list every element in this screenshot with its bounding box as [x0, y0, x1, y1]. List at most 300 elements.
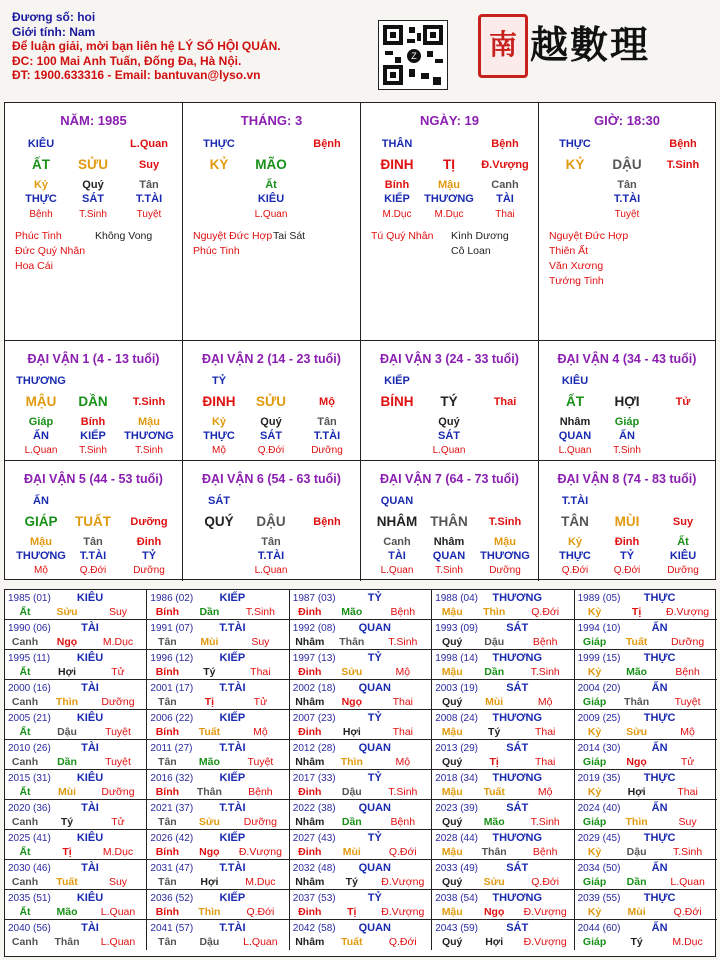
year-chi: Dậu [626, 846, 647, 858]
year-label: 2010 (26) [8, 743, 51, 754]
year-stage: Thai [250, 666, 271, 678]
year-cell[interactable] [147, 920, 289, 950]
qr-module [407, 39, 415, 43]
year-cell[interactable] [575, 770, 717, 800]
year-can: Kỷ [587, 786, 602, 798]
year-cell[interactable] [5, 920, 147, 950]
year-cell[interactable] [290, 890, 432, 920]
year-cell[interactable] [432, 620, 574, 650]
life-stage: L.Quan [24, 445, 58, 456]
year-chi: Ngọ [199, 846, 220, 858]
year-can: Bính [155, 726, 180, 738]
year-label: 2015 (31) [8, 773, 51, 784]
year-can: Canh [11, 876, 39, 888]
year-cell[interactable] [5, 770, 147, 800]
year-can: Giáp [582, 876, 607, 888]
year-label: 2006 (22) [150, 713, 194, 724]
year-god: SÁT [506, 802, 529, 814]
life-stage: Dưỡng [133, 565, 165, 576]
year-chi: Mùi [57, 786, 77, 798]
year-cell[interactable] [147, 890, 289, 920]
hidden-stem: Giáp [614, 416, 640, 428]
header-line: ĐC: 100 Mai Anh Tuấn, Đống Đa, Hà Nội. [12, 53, 242, 68]
year-stage: Q.Đới [531, 606, 560, 618]
year-god: KIÊU [76, 832, 104, 844]
qr-module [409, 27, 415, 33]
life-stage: Dưỡng [489, 565, 521, 576]
year-can: Ất [19, 846, 31, 858]
year-cell[interactable] [575, 890, 717, 920]
ten-god: ẤN [619, 430, 635, 442]
hidden-stem: Bính [384, 179, 410, 191]
life-stage: T.Sinh [79, 445, 107, 456]
dai-van-title: ĐẠI VẬN 1 (4 - 13 tuổi) [27, 352, 160, 366]
pillar-cell [5, 103, 183, 341]
dai-van-chi: DẬU [256, 514, 286, 529]
year-stage: Dưỡng [101, 786, 135, 798]
year-stage: Bệnh [532, 846, 558, 858]
year-label: 2034 (50) [577, 863, 621, 874]
year-cell[interactable] [147, 830, 289, 860]
year-chi: Dần [199, 606, 220, 618]
year-stage: Tuyệt [105, 756, 131, 768]
year-chi: Mão [198, 756, 220, 768]
year-can: Nhâm [295, 756, 325, 768]
hidden-stem: Mậu [494, 536, 516, 548]
star-right: Kình Dương [451, 230, 509, 242]
ten-god: THƯƠNG [480, 550, 530, 562]
life-stage: Q.Đới [613, 565, 641, 576]
year-god: TÀI [81, 682, 99, 694]
year-cell[interactable] [432, 800, 574, 830]
year-god: QUAN [358, 622, 391, 634]
dai-van-cell [539, 341, 715, 461]
year-cell[interactable] [575, 620, 717, 650]
year-can: Đinh [298, 606, 322, 618]
year-can: Nhâm [295, 936, 325, 948]
year-can: Nhâm [295, 636, 325, 648]
year-chi: Dậu [199, 936, 220, 948]
year-chi: Tị [347, 906, 357, 918]
life-stage: Tuyệt [614, 209, 640, 220]
dai-van-can: ẤT [566, 394, 584, 409]
year-stage: Bệnh [675, 666, 700, 678]
life-stage: Tuyệt [136, 209, 162, 220]
year-label: 1992 (08) [292, 623, 336, 634]
year-cell[interactable] [575, 740, 717, 770]
year-cell[interactable] [147, 800, 289, 830]
year-god: KIẾP [219, 892, 246, 904]
pillar-cell [183, 103, 361, 341]
year-label: 1993 (09) [435, 623, 478, 634]
year-can: Mậu [441, 606, 463, 618]
year-cell[interactable] [147, 620, 289, 650]
year-stage: Thai [677, 786, 698, 798]
dai-van-chi: MÙI [614, 514, 640, 529]
year-can: Canh [11, 696, 39, 708]
star-left: Văn Xương [549, 260, 604, 272]
year-label: 2011 (27) [150, 743, 193, 754]
year-label: 2027 (43) [292, 833, 336, 844]
year-chi: Sửu [483, 876, 505, 888]
year-stage: L.Quan [670, 876, 705, 888]
year-cell[interactable] [432, 860, 574, 890]
year-can: Bính [155, 606, 180, 618]
hidden-stem: Tân [317, 416, 337, 428]
year-god: QUAN [358, 742, 391, 754]
year-god: QUAN [358, 922, 391, 934]
qr-module [433, 77, 441, 85]
year-cell[interactable] [147, 710, 289, 740]
qr-code[interactable] [378, 20, 448, 90]
year-stage: Tử [111, 816, 125, 828]
year-god: QUAN [358, 682, 391, 694]
year-label: 2007 (23) [292, 713, 336, 724]
year-god: T.TÀI [219, 802, 246, 814]
ten-god: SÁT [82, 193, 104, 205]
year-god: ẤN [651, 622, 668, 634]
qr-module [417, 33, 421, 41]
year-god: TÀI [81, 862, 99, 874]
pillar-title: GIỜ: 18:30 [593, 113, 660, 128]
hidden-stem: Đinh [614, 536, 640, 548]
qr-module [427, 51, 433, 57]
year-god: TỶ [367, 892, 382, 904]
year-can: Tân [158, 816, 177, 828]
dai-van-cell [183, 341, 361, 461]
year-can: Quý [441, 756, 463, 768]
year-chi: Hợi [342, 726, 361, 738]
year-cell[interactable] [432, 680, 574, 710]
year-chi: Hợi [627, 786, 646, 798]
dai-van-chi: SỬU [256, 394, 286, 409]
dai-van-side: Tử [675, 396, 691, 408]
year-god: SÁT [506, 622, 529, 634]
life-stage: T.Sinh [79, 209, 107, 220]
year-label: 1997 (13) [292, 653, 336, 664]
year-cell[interactable] [290, 830, 432, 860]
year-god: TÀI [81, 742, 99, 754]
year-god: KIẾP [219, 592, 246, 604]
year-label: 2033 (49) [435, 863, 478, 874]
year-stage: Q.Đới [246, 906, 275, 918]
year-god: ẤN [651, 862, 668, 874]
year-god: KIÊU [76, 592, 104, 604]
star-left: Đức Quý Nhân [15, 245, 86, 257]
year-can: Ất [19, 726, 31, 738]
year-label: 2017 (33) [292, 773, 336, 784]
year-cell[interactable] [5, 830, 147, 860]
brand-calligraphy: 越數理 [530, 22, 651, 67]
year-label: 1996 (12) [150, 653, 194, 664]
year-cell[interactable] [575, 920, 717, 950]
year-cell[interactable] [432, 590, 574, 620]
year-stage: T.Sinh [530, 666, 560, 678]
year-god: TÀI [81, 922, 99, 934]
life-stage: M.Dục [434, 209, 464, 220]
year-stage: Q.Đới [388, 936, 417, 948]
qr-module [385, 51, 393, 55]
year-god: TỶ [367, 712, 382, 724]
hidden-stem: Đinh [136, 536, 162, 548]
year-chi: Thìn [340, 756, 363, 768]
year-label: 2009 (25) [577, 713, 621, 724]
dai-van-title: ĐẠI VẬN 6 (54 - 63 tuổi) [202, 472, 341, 486]
year-cell[interactable] [432, 650, 574, 680]
year-label: 2014 (30) [577, 743, 621, 754]
year-stage: T.Sinh [388, 636, 418, 648]
dai-van-chi: TUẤT [75, 514, 111, 529]
year-god: ẤN [651, 922, 668, 934]
year-chi: Ngọ [483, 906, 505, 918]
year-god: THỰC [643, 832, 676, 844]
qr-module [409, 69, 415, 77]
year-cell[interactable] [575, 650, 717, 680]
year-cell[interactable] [432, 830, 574, 860]
year-can: Bính [155, 846, 180, 858]
year-god: SÁT [506, 922, 529, 934]
year-cell[interactable] [575, 830, 717, 860]
pillar-chi-side: T.Sinh [666, 159, 700, 171]
qr-finder [383, 65, 403, 85]
year-stage: Suy [108, 876, 128, 888]
year-god: TỶ [367, 772, 382, 784]
year-chi: Dậu [341, 786, 362, 798]
year-stage: Tử [111, 666, 125, 678]
year-god: THỰC [643, 652, 676, 664]
year-stage: Suy [251, 636, 270, 648]
dai-van-can: TÂN [561, 514, 589, 529]
star-right: Tai Sát [273, 230, 306, 242]
year-cell[interactable] [575, 800, 717, 830]
year-cell[interactable] [5, 890, 147, 920]
year-god: TÀI [81, 802, 99, 814]
year-cell[interactable] [290, 920, 432, 950]
year-cell[interactable] [290, 650, 432, 680]
year-stage: Mộ [395, 756, 411, 768]
year-cell[interactable] [147, 740, 289, 770]
year-cell[interactable] [575, 710, 717, 740]
year-cell[interactable] [5, 710, 147, 740]
year-stage: Thai [392, 696, 414, 708]
dai-van-cell [361, 461, 539, 581]
dai-van-top: KIẾP [384, 375, 410, 387]
pillar-cell [539, 103, 715, 341]
year-label: 2044 (60) [577, 923, 621, 934]
year-cell[interactable] [575, 590, 717, 620]
year-stage: Tuyệt [247, 756, 274, 768]
year-chi: Thân [54, 936, 80, 948]
life-stage: Q.Đới [561, 565, 589, 576]
qr-module [421, 73, 429, 79]
year-god: KIẾP [219, 832, 246, 844]
year-label: 2038 (54) [435, 893, 478, 904]
year-can: Mậu [441, 906, 463, 918]
year-cell[interactable] [432, 920, 574, 950]
year-god: TỶ [367, 652, 382, 664]
pillar-chi: TỊ [443, 157, 455, 172]
hidden-stem: Tân [83, 536, 103, 548]
year-cell[interactable] [5, 740, 147, 770]
hidden-stem: Ất [677, 536, 689, 548]
hidden-stem: Quý [82, 179, 104, 191]
year-cell[interactable] [147, 860, 289, 890]
year-can: Đinh [298, 906, 322, 918]
year-label: 2008 (24) [435, 713, 478, 724]
ten-god: ẤN [33, 430, 49, 442]
life-stage: Dưỡng [667, 565, 699, 576]
year-can: Kỷ [587, 606, 602, 618]
year-label: 2032 (48) [292, 863, 336, 874]
year-god: THỰC [643, 772, 676, 784]
year-cell[interactable] [432, 890, 574, 920]
year-label: 2012 (28) [292, 743, 336, 754]
ten-god: SÁT [260, 430, 282, 442]
year-cell[interactable] [147, 770, 289, 800]
year-stage: M.Dục [672, 936, 703, 948]
year-can: Canh [11, 936, 39, 948]
ten-god: KIẾP [384, 193, 410, 205]
year-can: Ất [19, 666, 31, 678]
life-stage: L.Quan [432, 445, 466, 456]
year-cell[interactable] [5, 590, 147, 620]
year-chi: Tuất [341, 936, 363, 948]
ten-god: QUAN [558, 430, 592, 442]
ten-god: TÀI [496, 193, 514, 205]
pillar-top-left: THÂN [381, 138, 413, 150]
year-stage: Đ.Vượng [523, 906, 567, 918]
year-label: 2042 (58) [292, 923, 336, 934]
year-cell[interactable] [5, 860, 147, 890]
year-label: 2000 (16) [8, 683, 51, 694]
life-stage: M.Dục [382, 209, 412, 220]
year-cell[interactable] [575, 860, 717, 890]
year-can: Kỷ [587, 906, 602, 918]
red-seal-logo: 南 [478, 14, 528, 78]
year-god: THƯƠNG [492, 892, 543, 904]
year-label: 2025 (41) [8, 833, 51, 844]
year-stage: Dưỡng [243, 816, 277, 828]
pillar-top-right: L.Quan [130, 138, 168, 150]
year-can: Canh [11, 756, 39, 768]
year-label: 2013 (29) [435, 743, 478, 754]
hidden-stem: Kỷ [211, 416, 227, 428]
year-cell[interactable] [290, 620, 432, 650]
year-god: KIẾP [219, 712, 246, 724]
year-chi: Thân [481, 846, 507, 858]
pillar-top-left: THỰC [559, 138, 591, 150]
life-stage: L.Quan [380, 565, 414, 576]
ten-god: KIÊU [669, 550, 697, 562]
ten-god: KIẾP [80, 430, 106, 442]
qr-finder [383, 25, 403, 45]
year-god: ẤN [651, 682, 668, 694]
year-stage: Bệnh [390, 606, 416, 618]
year-cell[interactable] [432, 740, 574, 770]
year-can: Đinh [298, 846, 322, 858]
year-cell[interactable] [290, 860, 432, 890]
year-cell[interactable] [432, 710, 574, 740]
year-label: 2005 (21) [8, 713, 51, 724]
year-stage: Q.Đới [673, 906, 702, 918]
life-stage: L.Quan [254, 209, 288, 220]
year-chi: Dần [626, 876, 647, 888]
year-god: KIÊU [76, 772, 104, 784]
year-stage: T.Sinh [245, 606, 275, 618]
year-stage: Dưỡng [101, 696, 135, 708]
year-stage: Q.Đới [388, 846, 417, 858]
year-label: 1988 (04) [435, 593, 478, 604]
year-god: TÀI [81, 622, 99, 634]
year-chi: Dần [341, 816, 362, 828]
year-label: 2004 (20) [577, 683, 621, 694]
year-chi: Tuất [483, 786, 505, 798]
year-label: 2024 (40) [577, 803, 621, 814]
year-god: THƯƠNG [492, 832, 543, 844]
year-god: SÁT [506, 862, 529, 874]
year-stage: M.Dục [102, 636, 134, 648]
year-cell[interactable] [290, 740, 432, 770]
year-cell[interactable] [575, 680, 717, 710]
year-cell[interactable] [147, 680, 289, 710]
year-cell[interactable] [290, 770, 432, 800]
year-cell[interactable] [432, 770, 574, 800]
year-god: T.TÀI [219, 682, 246, 694]
year-chi: Mùi [342, 846, 361, 858]
year-stage: Q.Đới [531, 876, 560, 888]
year-god: T.TÀI [219, 742, 246, 754]
life-stage: L.Quan [254, 565, 288, 576]
pillar-can: KỶ [209, 157, 229, 172]
dai-van-side: Suy [672, 516, 694, 528]
year-cell[interactable] [290, 680, 432, 710]
ten-god: TỶ [141, 550, 157, 562]
year-cell[interactable] [290, 800, 432, 830]
dai-van-title: ĐẠI VẬN 4 (34 - 43 tuổi) [557, 352, 697, 366]
year-label: 2023 (39) [435, 803, 478, 814]
year-stage: Suy [108, 606, 128, 618]
star-right: Cô Loan [451, 245, 491, 257]
pillar-title: THÁNG: 3 [240, 113, 303, 128]
year-chi: Tị [204, 696, 215, 708]
year-can: Mậu [441, 846, 463, 858]
year-god: THỰC [643, 592, 676, 604]
year-can: Kỷ [587, 726, 602, 738]
year-cell[interactable] [5, 680, 147, 710]
year-label: 2018 (34) [435, 773, 478, 784]
year-can: Ất [19, 786, 31, 798]
year-chi: Tị [631, 606, 642, 618]
year-can: Giáp [582, 816, 607, 828]
year-cell[interactable] [5, 620, 147, 650]
year-cell[interactable] [290, 710, 432, 740]
year-cell[interactable] [290, 590, 432, 620]
year-stage: L.Quan [100, 936, 136, 948]
pillar-title: NGÀY: 19 [420, 113, 479, 128]
year-cell[interactable] [147, 590, 289, 620]
year-chi: Mão [341, 606, 363, 618]
qr-center-logo: Z [407, 49, 421, 63]
year-god: KIÊU [76, 892, 104, 904]
ten-god: T.TÀI [135, 193, 163, 205]
year-god: TỶ [367, 592, 382, 604]
year-cell[interactable] [5, 800, 147, 830]
year-chi: Mão [483, 816, 505, 828]
year-cell[interactable] [5, 650, 147, 680]
year-cell[interactable] [147, 650, 289, 680]
dai-van-chi: HỢI [614, 394, 640, 409]
star-left: Nguyệt Đức Hợp [549, 230, 629, 242]
